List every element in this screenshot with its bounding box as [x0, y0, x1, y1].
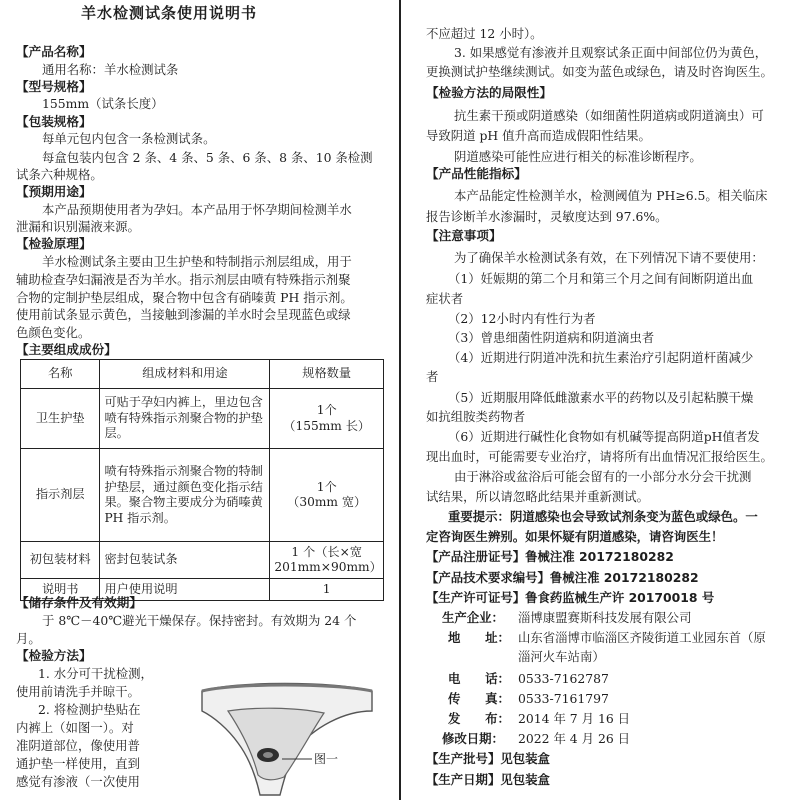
cell-desc: 用户使用说明	[100, 579, 270, 601]
cell-desc: 密封包装试条	[100, 542, 270, 579]
principle-line: 使用前试条显示黄色，当接触到渗漏的羊水时会呈现蓝色或绿	[16, 307, 351, 322]
phone-label: 电 话：	[448, 671, 510, 686]
method-line: 2. 将检测护垫贴在	[38, 702, 141, 717]
packaging-line3: 试条六种规格。	[16, 167, 103, 182]
performance-line2: 报告诊断羊水渗漏时，灵敏度达到 97.6%。	[426, 209, 668, 224]
warning-line1: 重要提示：阴道感染也会导致试剂条变为蓝色或绿色。一	[448, 509, 758, 524]
storage-line1: 于 8℃－40℃避光干燥保存。保持密封。有效期为 24 个	[42, 613, 357, 628]
intended-use-heading: 【预期用途】	[16, 184, 92, 199]
performance-heading: 【产品性能指标】	[426, 166, 527, 181]
method-line: 1. 水分可干扰检测，	[38, 666, 153, 681]
model-text: 155mm（试条长度）	[42, 96, 164, 111]
notes-item: （5）近期服用降低雌激素水平的药物以及引起粘膜干燥	[448, 390, 754, 405]
column-header: 组成材料和用途	[100, 360, 270, 389]
batch-number: 【生产批号】见包装盒	[426, 751, 550, 766]
cell-spec: 1	[270, 579, 384, 601]
packaging-heading: 【包装规格】	[16, 114, 92, 129]
packaging-line2: 每盒包装内包含 2 条、4 条、5 条、6 条、8 条、10 条检测	[42, 150, 373, 165]
notes-item-cont: 如抗组胺类药物者	[426, 409, 526, 424]
method-line: 内裤上（如图一）。对	[16, 720, 134, 735]
limitations-line1: 抗生素干预或阴道感染（如细菌性阴道病或阴道滴虫）可	[454, 108, 764, 123]
storage-line2: 月。	[16, 631, 41, 646]
issued-label: 发 布：	[448, 711, 510, 726]
spec-line: 1个	[316, 479, 337, 494]
notes-item-cont: 症状者	[426, 291, 464, 306]
method-step3-line2: 更换测试护垫继续测试。如变为蓝色或绿色，请及时咨询医生。	[426, 64, 773, 79]
limitations-line2: 导致阴道 pH 值升高而造成假阳性结果。	[426, 128, 651, 143]
table-row	[21, 542, 384, 579]
column-header: 名称	[21, 360, 100, 389]
notes-intro: 为了确保羊水检测试条有效，在下列情况下请不要使用：	[454, 250, 764, 265]
column-header: 规格数量	[270, 360, 384, 389]
method-step3-line1: 3. 如果感觉有渗液并且观察试条正面中间部位仍为黄色，	[454, 45, 768, 60]
spec-line: 1 个（长×宽	[291, 544, 362, 559]
performance-line1: 本产品能定性检测羊水，检测阈值为 PH≥6.5。相关临床	[454, 188, 768, 203]
registration-number: 【产品注册证号】鲁械注准 20172180282	[426, 549, 674, 564]
notes-paragraph: 由于淋浴或盆浴后可能会留有的一小部分水分会干扰测	[454, 469, 752, 484]
company-value: 淄博康盟赛斯科技发展有限公司	[518, 610, 692, 625]
packaging-line1: 每单元包内包含一条检测试条。	[42, 131, 216, 146]
cell-spec	[270, 542, 384, 579]
table-row	[21, 389, 384, 449]
storage-heading: 【储存条件及有效期】	[16, 595, 142, 610]
spec-line: （155mm 长）	[283, 418, 371, 433]
notes-paragraph: 试结果，所以请忽略此结果并重新测试。	[426, 489, 650, 504]
spec-line: （30mm 宽）	[287, 495, 367, 509]
components-table	[20, 359, 384, 601]
address-line1: 山东省淄博市临淄区齐陵街道工业园东首（原	[518, 630, 766, 645]
product-name-text: 通用名称：羊水检测试条	[42, 62, 179, 77]
warning-line2: 定咨询医生辨别。如果怀疑有阴道感染，请咨询医生！	[426, 529, 724, 544]
principle-heading: 【检验原理】	[16, 236, 92, 251]
product-name-heading: 【产品名称】	[16, 44, 92, 59]
method-line: 感觉有渗液（一次使用	[16, 774, 140, 789]
issued-value: 2014 年 7 月 16 日	[518, 711, 631, 726]
notes-item: （1）妊娠期的第二个月和第三个月之间有间断阴道出血	[448, 271, 754, 286]
address-label: 地 址：	[448, 630, 510, 645]
notes-item-cont: 者	[426, 369, 439, 384]
fax-value: 0533-7161797	[518, 691, 609, 706]
revised-label: 修改日期：	[442, 731, 504, 746]
method-line: 通护垫一样使用，直到	[16, 756, 140, 771]
principle-line: 合物的定制护垫层组成，聚合物中包含有硝嗪黄 PH 指示剂。	[16, 290, 353, 305]
cell-desc: 喷有特殊指示剂聚合物的特制护垫层，通过颜色变化指示结果。聚合物主要成分为硝嗪黄 PH 指示剂。	[100, 449, 270, 542]
document-title: 羊水检测试条使用说明书	[81, 4, 258, 22]
cell-spec	[270, 389, 384, 449]
notes-item: （3）曾患细菌性阴道病和阴道滴虫者	[448, 330, 655, 345]
column-divider	[399, 0, 401, 800]
principle-line: 辅助检查孕妇漏液是否为羊水。指示剂层由喷有特殊指示剂聚	[16, 272, 351, 287]
components-heading: 【主要组成成份】	[16, 342, 117, 357]
cell-name: 指示剂层	[21, 449, 100, 542]
table-header-row	[21, 360, 384, 389]
method-line: 使用前请洗手并晾干。	[16, 684, 140, 699]
continued-line: 不应超过 12 小时）。	[426, 26, 543, 41]
method-heading: 【检验方法】	[16, 648, 92, 663]
figure-label: 图一	[314, 752, 339, 766]
notes-item-cont: 现出血时，可能需要专业治疗，请将所有出血情况汇报给医生。	[426, 449, 773, 464]
method-line: 准阴道部位，像使用普	[16, 738, 140, 753]
cell-name: 卫生护垫	[21, 389, 100, 449]
pad-in-underwear-figure	[194, 677, 379, 797]
address-line2: 淄河火车站南）	[518, 649, 605, 664]
notes-item: （4）近期进行阴道冲洗和抗生素治疗引起阴道杆菌减少	[448, 350, 754, 365]
model-heading: 【型号规格】	[16, 79, 92, 94]
company-label: 生产企业：	[442, 610, 504, 625]
spec-line: 1个	[316, 403, 337, 417]
notes-item: （2）12小时内有性行为者	[448, 311, 596, 326]
fax-label: 传 真：	[448, 691, 510, 706]
cell-desc: 可贴于孕妇内裤上，里边包含喷有特殊指示剂聚合物的护垫层。	[100, 389, 270, 449]
phone-value: 0533-7162787	[518, 671, 609, 686]
production-date: 【生产日期】见包装盒	[426, 772, 550, 787]
principle-line: 色颜色变化。	[16, 325, 91, 340]
revised-value: 2022 年 4 月 26 日	[518, 731, 631, 746]
principle-line: 羊水检测试条主要由卫生护垫和特制指示剂层组成，用于	[42, 254, 352, 269]
notes-heading: 【注意事项】	[426, 228, 502, 243]
intended-use-line1: 本产品预期使用者为孕妇。本产品用于怀孕期间检测羊水	[42, 202, 352, 217]
intended-use-line2: 泄漏和识别漏液来源。	[16, 219, 140, 234]
technical-requirement-number: 【产品技术要求编号】鲁械注准 20172180282	[426, 570, 699, 585]
table-row	[21, 449, 384, 542]
limitations-line3: 阴道感染可能性应进行相关的标准诊断程序。	[454, 149, 702, 164]
cell-name: 说明书	[21, 579, 100, 601]
cell-spec	[270, 449, 384, 542]
spec-line: 201mm×90mm）	[274, 560, 382, 574]
indicator-center	[263, 752, 273, 758]
limitations-heading: 【检验方法的局限性】	[426, 85, 552, 100]
notes-item: （6）近期进行碱性化食物如有机碱等提高阴道pH值者发	[448, 429, 760, 444]
production-license-number: 【生产许可证号】鲁食药监械生产许 20170018 号	[426, 590, 715, 605]
cell-name: 初包装材料	[21, 542, 100, 579]
